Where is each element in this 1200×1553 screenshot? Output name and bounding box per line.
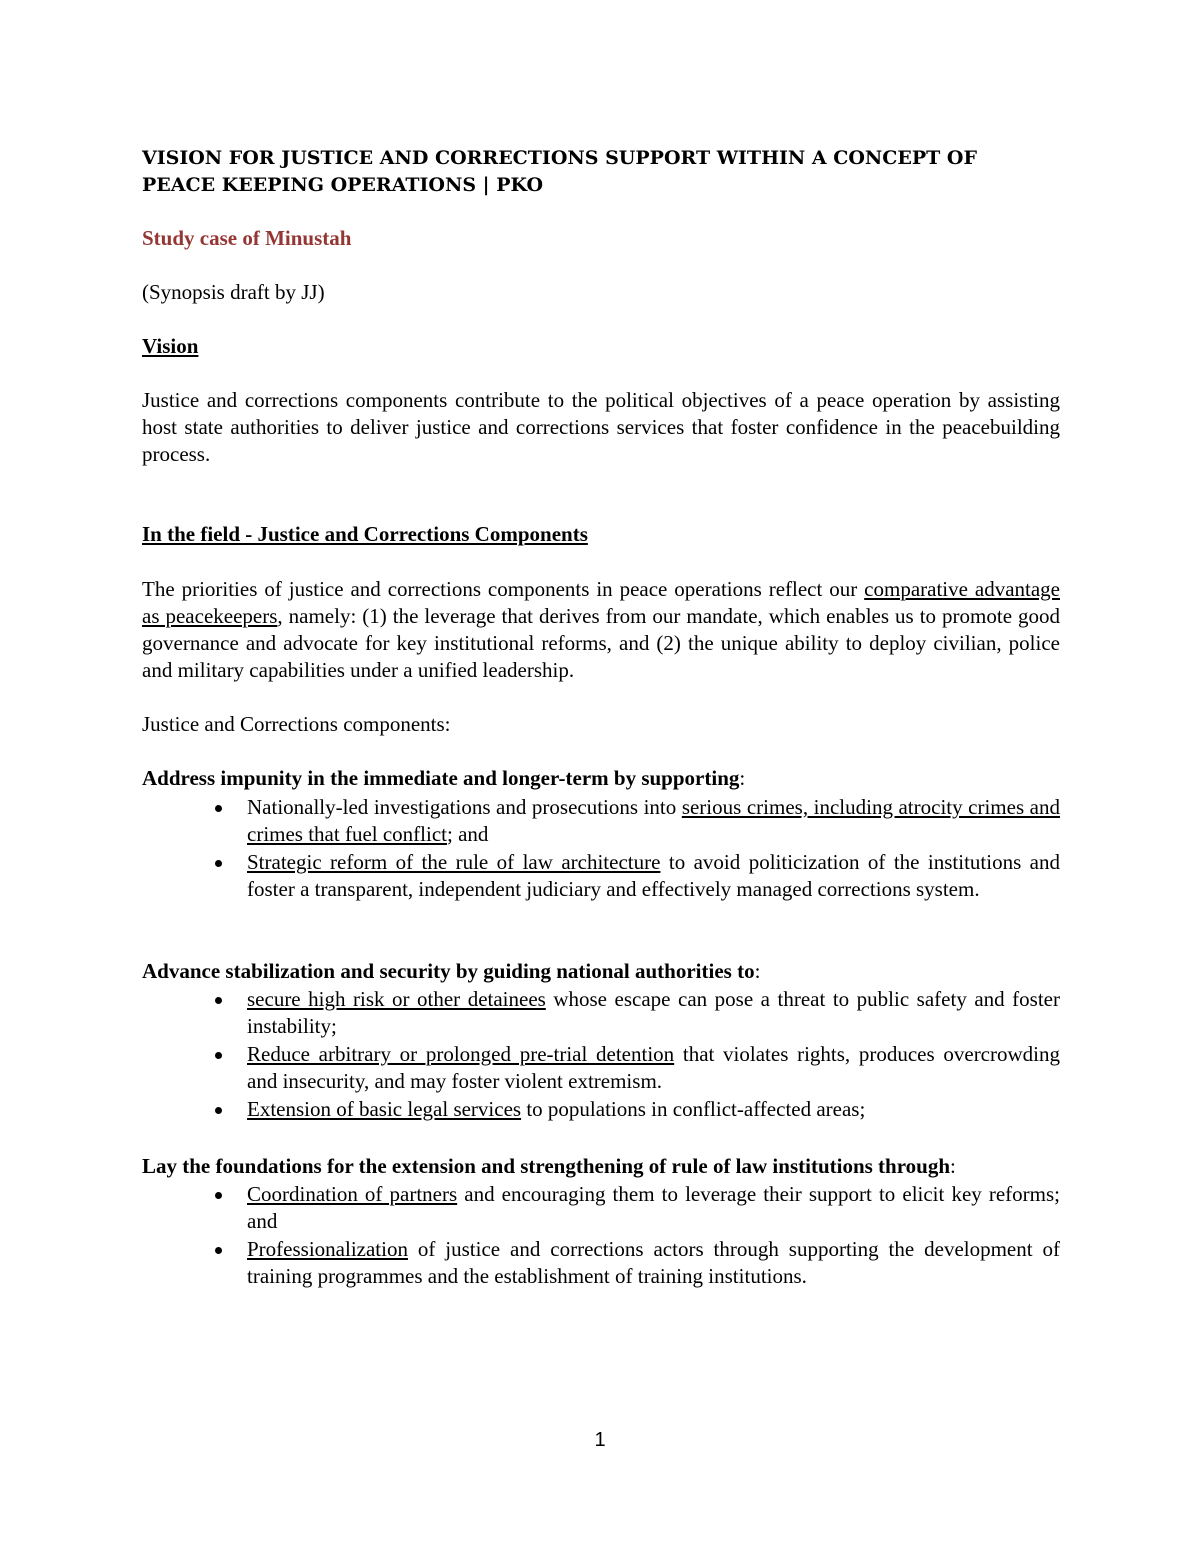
item-text: whose escape can pose a threat to public safety and foster instability;: [247, 987, 1060, 1038]
list-item: [142, 1236, 1060, 1290]
item-underlined-text: secure high risk or other detainees: [247, 987, 546, 1011]
intro-text-after: , namely: (1) the leverage that derives from our mandate, which enables us to promote good governance and advocate for key institutional reforms, and (2) the unique ability to deploy civilian, police and military capabilities under a unified leadership.: [142, 604, 1060, 682]
document-title: [142, 145, 1060, 199]
subtitle: Study case of Minustah: [142, 226, 352, 250]
list-item: [142, 794, 1060, 848]
item-underlined-text: Extension of basic legal services: [247, 1097, 522, 1121]
item-text: that violates rights, produces overcrowding and insecurity, and may foster violent extremism.: [247, 1042, 1060, 1093]
list-item: [142, 986, 1060, 1040]
list-item: [142, 1096, 1060, 1123]
item-text: and encouraging them to leverage their support to elicit key reforms; and: [247, 1182, 1061, 1233]
item-text: of justice and corrections actors through supporting the development of training programmes and the establishment of training institutions.: [247, 1237, 1060, 1288]
section-heading-text: Advance stabilization and security by guiding national authorities to: [142, 959, 755, 983]
item-underlined-text: Professionalization: [247, 1237, 408, 1261]
synopsis-note: (Synopsis draft by JJ): [142, 280, 325, 304]
vision-heading: Vision: [142, 334, 199, 358]
item-text: to populations in conflict-affected areas;: [521, 1097, 866, 1121]
bullet-icon: [215, 1107, 222, 1114]
impunity-list: [142, 794, 1060, 904]
section-heading-stabilization: [142, 958, 1060, 985]
field-intro-paragraph: [142, 576, 1060, 684]
section-heading-colon: :: [739, 766, 746, 790]
stabilization-list: [142, 986, 1060, 1124]
title-line-2: PEACE KEEPING OPERATIONS | PKO: [142, 174, 544, 196]
section-heading-foundations: [142, 1153, 1060, 1180]
field-heading: In the field - Justice and Corrections Components: [142, 522, 588, 546]
item-underlined-text: Coordination of partners: [247, 1182, 458, 1206]
item-text: Nationally-led investigations and prosecutions into: [247, 795, 682, 819]
bullet-icon: [215, 860, 222, 867]
page-number: 1: [594, 1429, 606, 1451]
vision-paragraph: Justice and corrections components contribute to the political objectives of a peace operation by assisting host state authorities to deliver justice and corrections services that foster confidence in the peacebuilding process.: [142, 388, 1060, 466]
foundations-list: [142, 1181, 1060, 1291]
item-underlined-text: Strategic reform of the rule of law architecture: [247, 850, 661, 874]
section-heading-text: Lay the foundations for the extension and strengthening of rule of law institutions through: [142, 1154, 951, 1178]
item-underlined-text: serious crimes, including atrocity crimes and crimes that fuel conflict: [247, 795, 1061, 846]
title-line-1: VISION FOR JUSTICE AND CORRECTIONS SUPPORT WITHIN A CONCEPT OF: [142, 147, 977, 169]
list-item: [142, 1041, 1060, 1095]
bullet-icon: [215, 1247, 222, 1254]
bullet-icon: [215, 1192, 222, 1199]
bullet-icon: [215, 805, 222, 812]
list-item: [142, 849, 1060, 903]
bullet-icon: [215, 1052, 222, 1059]
item-text: ; and: [447, 822, 489, 846]
item-underlined-text: Reduce arbitrary or prolonged pre-trial detention: [247, 1042, 675, 1066]
components-label: Justice and Corrections components:: [142, 712, 451, 736]
section-heading-colon: :: [754, 959, 761, 983]
comparative-advantage-text: comparative advantage as peacekeepers: [142, 577, 1060, 628]
section-heading-colon: :: [950, 1154, 956, 1178]
bullet-icon: [215, 997, 222, 1004]
intro-text-before: The priorities of justice and corrections components in peace operations reflect our: [142, 577, 865, 601]
item-text: to avoid politicization of the institutions and foster a transparent, independent judiciary and effectively managed corrections system.: [247, 850, 1060, 901]
section-heading-impunity: [142, 765, 1060, 792]
list-item: [142, 1181, 1060, 1235]
section-heading-text: Address impunity in the immediate and longer-term by supporting: [142, 766, 740, 790]
